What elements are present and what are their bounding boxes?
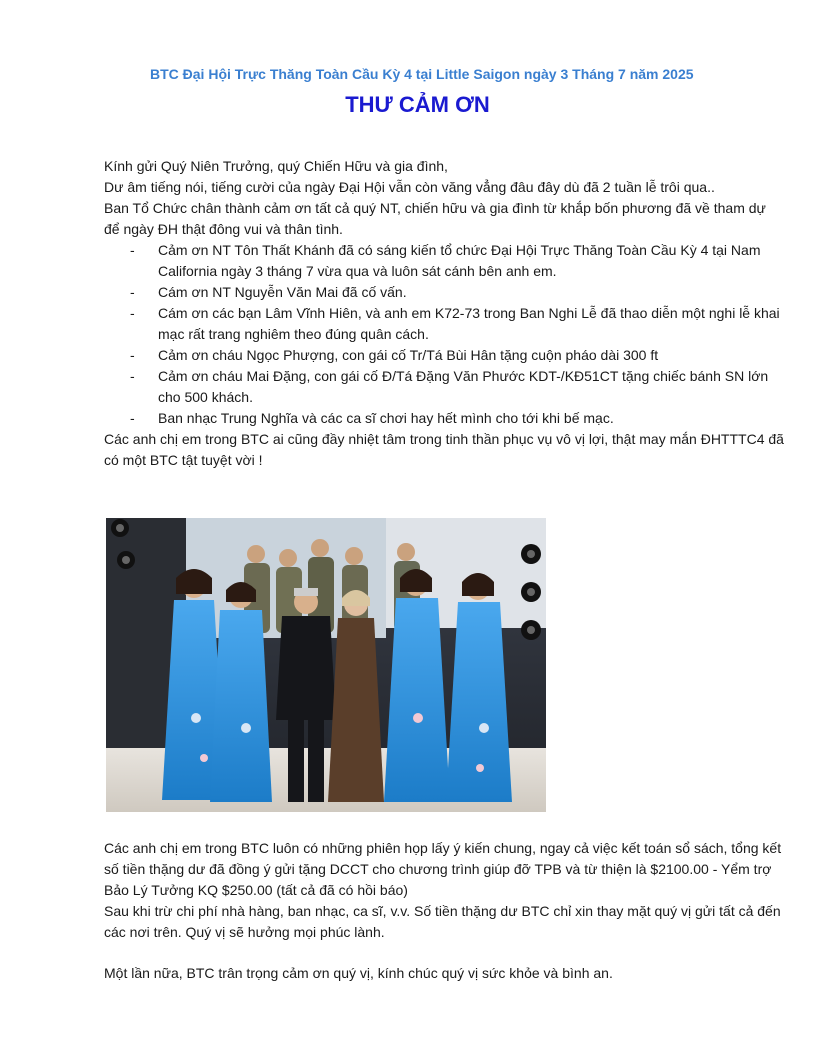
list-item [104, 303, 784, 345]
letter-body-top [104, 156, 784, 471]
list-item-text: Cám ơn các bạn Lâm Vĩnh Hiên, và anh em K72-73 trong Ban Nghi Lễ đã thao diễn một nghi lễ khai mạc rất trang nghiêm theo đúng quân cách. [158, 305, 780, 342]
paragraph-5: Sau khi trừ chi phí nhà hàng, ban nhạc, ca sĩ, v.v. Số tiền thặng dư BTC chỉ xin thay mặt quý vị gửi tất cả đến các nơi trên. Quý vị sẽ hưởng mọi phúc lành. [104, 903, 781, 940]
paragraph-1: Dư âm tiếng nói, tiếng cười của ngày Đại Hội vẫn còn văng vẳng đâu đây dù đã 2 tuần lễ trôi qua.. [104, 179, 715, 195]
letter-body-bottom [104, 838, 794, 984]
paragraph-4: Các anh chị em trong BTC luôn có những phiên họp lấy ý kiến chung, ngay cả việc kết toán sổ sách, tổng kết số tiền thặng dư đã đồng ý gửi tặng DCCT cho chương trình giúp đỡ TPB và từ thiện là $2100.00 - Yểm trợ Bảo Lý Tưởng KQ $250.00 (tất cả đã có hồi báo) [104, 840, 782, 898]
list-item [104, 282, 784, 303]
bullet-marker: - [130, 305, 135, 321]
event-subtitle: BTC Đại Hội Trực Thăng Toàn Cầu Kỳ 4 tại Little Saigon ngày 3 Tháng 7 năm 2025 [150, 66, 694, 82]
list-item-text: Cảm ơn cháu Ngọc Phượng, con gái cố Tr/Tá Bùi Hân tặng cuộn pháo dài 300 ft [158, 347, 659, 363]
bullet-marker: - [130, 410, 135, 426]
list-item [104, 366, 784, 408]
list-item [104, 240, 784, 282]
list-item [104, 345, 784, 366]
paragraph-2: Ban Tổ Chức chân thành cảm ơn tất cả quý NT, chiến hữu và gia đình từ khắp bốn phương đã về tham dự để ngày ĐH thật đông vui và thân tình. [104, 200, 766, 237]
bullet-marker: - [130, 284, 135, 300]
page-title: THƯ CẢM ƠN [345, 92, 490, 117]
list-item [104, 408, 784, 429]
bullet-marker: - [130, 242, 135, 258]
list-item-text: Cám ơn NT Nguyễn Văn Mai đã cố vấn. [158, 284, 407, 300]
closing: Một lần nữa, BTC trân trọng cảm ơn quý vị, kính chúc quý vị sức khỏe và bình an. [104, 965, 613, 981]
list-item-text: Ban nhạc Trung Nghĩa và các ca sĩ chơi hay hết mình cho tới khi bế mạc. [158, 410, 614, 426]
group-photo [106, 518, 546, 812]
bullet-marker: - [130, 368, 135, 384]
paragraph-3: Các anh chị em trong BTC ai cũng đầy nhiệt tâm trong tinh thần phục vụ vô vị lợi, thật may mắn ĐHTTTC4 đã có một BTC tật tuyệt vời ! [104, 431, 784, 468]
greeting: Kính gửi Quý Niên Trưởng, quý Chiến Hữu và gia đình, [104, 158, 448, 174]
list-item-text: Cảm ơn NT Tôn Thất Khánh đã có sáng kiến tổ chức Đại Hội Trực Thăng Toàn Cầu Kỳ 4 tại Nam California ngày 3 tháng 7 vừa qua và luôn sát cánh bên anh em. [158, 242, 761, 279]
list-item-text: Cảm ơn cháu Mai Đặng, con gái cố Đ/Tá Đặng Văn Phước KDT-/KĐ51CT tặng chiếc bánh SN lớn cho 500 khách. [158, 368, 769, 405]
bullet-marker: - [130, 347, 135, 363]
thanks-list [104, 240, 784, 429]
